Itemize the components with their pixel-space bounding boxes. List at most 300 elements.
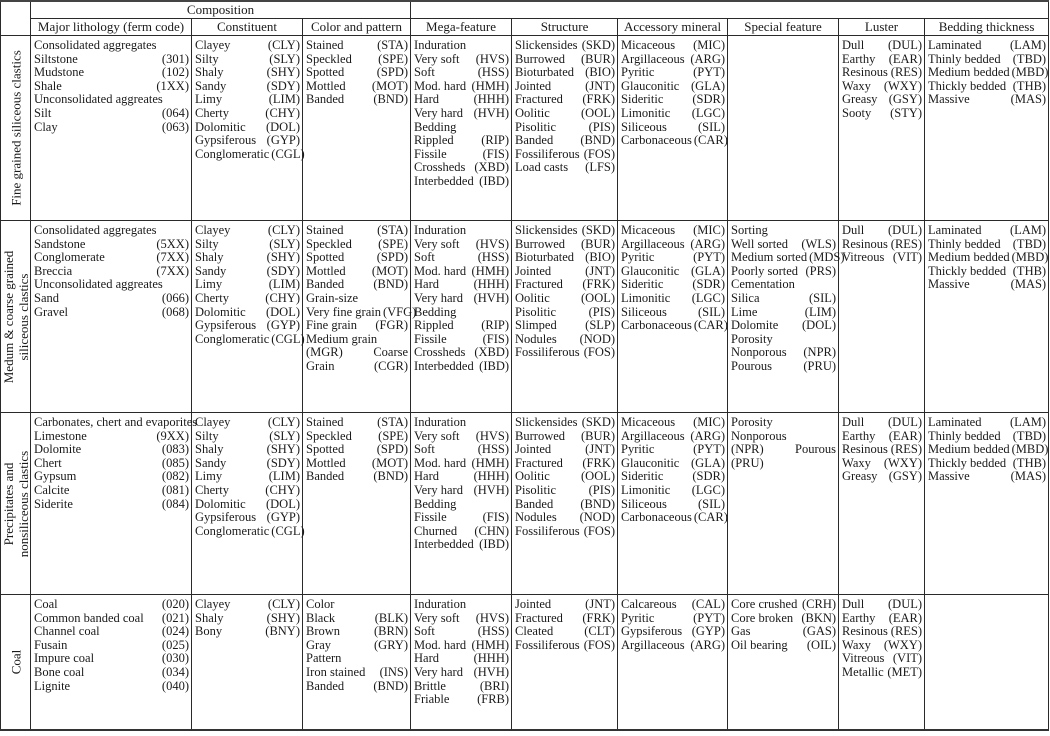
code-entry — [515, 484, 615, 498]
code-entry — [621, 457, 725, 471]
entry-name: Conglomeratic — [195, 331, 270, 346]
code-entry — [195, 523, 305, 539]
row-fine-grained — [1, 36, 1049, 221]
entry-name: Fractured — [515, 610, 563, 625]
code-entry — [195, 612, 300, 626]
code-entry — [515, 498, 615, 512]
entry-name: Sandy — [195, 263, 227, 278]
entry-code: (024) — [161, 624, 189, 639]
entry-code: (HHH) — [473, 469, 510, 484]
row-category-label: Fine grained siliceous clastics — [8, 50, 23, 206]
code-entry — [842, 66, 922, 80]
entry-code: (HVH) — [473, 664, 510, 679]
entry-name: Brown — [306, 624, 341, 639]
entry-code: (EAR) — [888, 428, 923, 443]
entry-code: (LIM) — [268, 469, 300, 484]
entry-name: Conglomeratic — [195, 146, 270, 161]
entry-code: (MOT) — [371, 455, 409, 470]
code-entry — [621, 598, 725, 612]
entry-code: (MOT) — [371, 78, 409, 93]
entry-code: (GYP) — [266, 133, 300, 148]
entry-name: Channel coal — [34, 624, 100, 639]
code-entry — [621, 278, 725, 292]
entry-code: (SLP) — [585, 318, 616, 333]
code-entry — [195, 598, 300, 612]
code-entry — [515, 278, 615, 292]
entry-name: Very hard — [414, 105, 463, 120]
entry-name: Mottled — [306, 455, 346, 470]
entry-code: (STA) — [377, 38, 409, 52]
entry-name: Mod. hard — [414, 263, 467, 278]
entry-name: Argillaceous — [621, 236, 685, 251]
entry-code: (RES) — [890, 442, 923, 457]
entry-code: (HSS) — [477, 250, 510, 265]
code-entry — [621, 224, 725, 238]
entry-name: Vitreous — [842, 651, 885, 666]
entry-code: (PYT) — [693, 610, 726, 625]
entry-name: Fissile — [414, 146, 447, 161]
entry-name: Gravel — [34, 304, 69, 319]
entry-code: (INS) — [379, 664, 409, 679]
row-category-label-cell — [1, 36, 31, 221]
entry-name: Waxy — [842, 455, 871, 470]
entry-name: Resinous — [842, 65, 888, 80]
entry-name: Shale — [34, 78, 62, 93]
cell-special — [728, 221, 845, 413]
cell-color — [303, 413, 411, 595]
code-entry — [515, 346, 615, 360]
code-entry — [515, 457, 615, 471]
entry-name: Mod. hard — [414, 637, 467, 652]
entry-code: (BND) — [373, 469, 409, 484]
code-entry — [842, 107, 922, 121]
entry-name: Load casts — [515, 160, 569, 175]
subheading: Bedding — [414, 496, 457, 511]
code-entry — [414, 265, 509, 279]
entry-name: Very soft — [414, 236, 460, 251]
code-entry — [34, 457, 189, 471]
entry-name: Mudstone — [34, 65, 84, 80]
code-entry — [515, 53, 615, 67]
entry-name: Spotted — [306, 442, 345, 457]
entry-code: (PIS) — [588, 482, 616, 497]
code-entry — [195, 498, 300, 512]
code-entry — [621, 470, 725, 484]
entry-code: (HMH) — [471, 455, 510, 470]
code-entry — [306, 360, 408, 374]
code-entry — [515, 470, 615, 484]
entry-name: Glauconitic — [621, 455, 680, 470]
entry-code: (GRY) — [374, 637, 409, 652]
cell-constituent — [192, 36, 303, 221]
cell-structure — [512, 36, 618, 221]
entry-code: (SDR) — [692, 469, 726, 484]
entry-code: (SPE) — [378, 51, 409, 66]
entry-code: Pourous — [795, 442, 837, 457]
code-entry — [731, 612, 836, 626]
entry-name: Shaly — [195, 250, 224, 265]
entry-code: (MIC) — [693, 415, 726, 429]
entry-name: Nodules — [515, 510, 557, 525]
entry-code: (BND) — [373, 277, 409, 292]
entry-name: Bone coal — [34, 664, 85, 679]
entry-name: Burrowed — [515, 51, 566, 66]
subheading: Porosity — [731, 331, 773, 346]
entry-code: (GLA) — [691, 455, 726, 470]
cell-constituent — [192, 413, 303, 595]
code-entry — [195, 238, 300, 252]
entry-code: (LGC) — [691, 105, 726, 120]
code-entry — [195, 306, 300, 320]
entry-code: (HHH) — [473, 92, 510, 107]
entry-name: Conglomeratic — [195, 523, 270, 538]
entry-code: (HVS) — [475, 236, 510, 251]
entry-code: (SDY) — [266, 455, 300, 470]
code-entry — [621, 265, 725, 279]
cell-lithology — [31, 595, 192, 731]
code-entry — [515, 306, 615, 320]
code-entry — [621, 80, 725, 94]
entry-name: Breccia — [34, 263, 73, 278]
entry-code: (JNT) — [585, 597, 616, 611]
entry-name: Very soft — [414, 610, 460, 625]
entry-name: Fissile — [414, 510, 447, 525]
code-entry — [621, 318, 728, 333]
entry-code: (020) — [161, 597, 189, 611]
cell-accessory — [618, 595, 728, 731]
entry-code: (LIM) — [268, 277, 300, 292]
entry-code: (SLY) — [269, 236, 300, 251]
code-entry — [414, 612, 509, 626]
entry-code: (HVS) — [475, 610, 510, 625]
code-entry — [414, 430, 509, 444]
code-entry — [621, 484, 725, 498]
code-entry — [306, 80, 408, 94]
entry-name: Fossiliferous — [515, 637, 580, 652]
code-entry — [928, 250, 1049, 265]
entry-code: (HVS) — [475, 51, 510, 66]
entry-code: (SPE) — [378, 236, 409, 251]
code-entry — [414, 484, 509, 498]
code-entry — [515, 238, 615, 252]
entry-name: Pourous — [731, 358, 773, 373]
entry-name: Pyritic — [621, 65, 655, 80]
code-entry — [515, 107, 615, 121]
code-entry — [414, 161, 509, 175]
entry-code: (030) — [161, 651, 189, 666]
entry-code: (CRH) — [802, 597, 837, 611]
code-entry — [414, 443, 509, 457]
entry-code: (MIC) — [693, 223, 726, 237]
entry-name: Sideritic — [621, 469, 664, 484]
code-entry — [621, 53, 725, 67]
entry-name: Laminated — [928, 223, 982, 237]
right-group-header — [411, 1, 1049, 19]
entry-name: Churned — [414, 523, 458, 538]
entry-code: (083) — [161, 442, 189, 457]
code-entry — [414, 666, 509, 680]
entry-code: (DUL) — [888, 223, 923, 237]
entry-code: (SKD) — [581, 415, 616, 429]
entry-code: (SPE) — [378, 428, 409, 443]
entry-code: (SHY) — [266, 65, 300, 80]
entry-name: Rippled — [414, 318, 454, 333]
entry-code: (CGR) — [374, 358, 409, 373]
code-entry — [306, 224, 408, 238]
code-entry — [34, 251, 189, 265]
entry-name: Thickly bedded — [928, 263, 1007, 278]
entry-name: Stained — [306, 223, 344, 237]
entry-name: Mottled — [306, 263, 346, 278]
entry-code: (BUR) — [581, 236, 616, 251]
code-entry — [621, 39, 725, 53]
entry-code: (THB) — [1012, 263, 1047, 278]
code-entry — [842, 238, 922, 252]
entry-code: (LAM) — [1009, 223, 1047, 237]
entry-name: Burrowed — [515, 428, 566, 443]
entry-name: Fossiliferous — [515, 345, 580, 360]
entry-code: (SPD) — [376, 65, 409, 80]
entry-code: (SIL) — [697, 119, 726, 134]
entry-name: Banded — [306, 678, 345, 693]
entry-name: Glauconitic — [621, 263, 680, 278]
entry-name: Resinous — [842, 624, 888, 639]
code-entry — [515, 319, 615, 333]
cell-accessory — [618, 36, 728, 221]
entry-name: Spotted — [306, 250, 345, 265]
entry-name: Stained — [306, 415, 344, 429]
entry-code: (IBD) — [479, 173, 510, 188]
cell-accessory — [618, 221, 728, 413]
entry-code: (CLY) — [267, 597, 300, 611]
entry-name: Shaly — [195, 442, 224, 457]
entry-code: (PIS) — [588, 119, 616, 134]
code-entry — [306, 265, 408, 279]
entry-name: Medium bedded — [928, 442, 1010, 457]
code-entry — [414, 470, 509, 484]
entry-name: Medium sorted — [731, 250, 808, 265]
entry-name: Clayey — [195, 38, 231, 52]
cell-structure — [512, 221, 618, 413]
entry-code: (085) — [161, 455, 189, 470]
entry-code: (CLY) — [267, 415, 300, 429]
entry-name: Fractured — [515, 92, 563, 107]
cell-luster — [839, 595, 925, 731]
entry-code: (OIL) — [806, 637, 837, 652]
code-entry — [928, 430, 1046, 444]
entry-code: (FIS) — [482, 146, 510, 161]
entry-name: Banded — [515, 133, 554, 148]
entry-code: (SLY) — [269, 428, 300, 443]
entry-name: Clay — [34, 119, 58, 134]
entry-name: Well sorted — [731, 236, 788, 251]
entry-name: Cherty — [195, 290, 230, 305]
subheading: Induration — [414, 223, 467, 237]
cell-mega — [411, 595, 512, 731]
entry-name: Burrowed — [515, 236, 566, 251]
entry-name: Limonitic — [621, 482, 671, 497]
code-entry — [195, 134, 300, 148]
code-entry — [928, 39, 1046, 53]
entry-name: Shaly — [195, 65, 224, 80]
entry-name: Very soft — [414, 428, 460, 443]
entry-code: (RES) — [890, 65, 923, 80]
entry-name: Poorly sorted — [731, 263, 799, 278]
entry-code: (SHY) — [266, 610, 300, 625]
entry-code: (5XX) — [156, 236, 189, 251]
entry-name: Limonitic — [621, 290, 671, 305]
entry-name: Clayey — [195, 597, 231, 611]
entry-name: Siderite — [34, 496, 73, 511]
entry-code: (034) — [161, 664, 189, 679]
code-entry — [731, 360, 836, 374]
entry-name: Massive — [928, 92, 970, 107]
entry-code: (FGR) — [375, 318, 409, 333]
entry-name: Thickly bedded — [928, 455, 1007, 470]
entry-name: Fractured — [515, 455, 563, 470]
entry-name: Sandy — [195, 78, 227, 93]
code-entry — [195, 39, 300, 53]
code-entry — [195, 146, 305, 162]
entry-name: Micaceous — [621, 415, 676, 429]
entry-code: (LAM) — [1009, 415, 1047, 429]
entry-name: Cleated — [515, 624, 554, 639]
entry-name: Silica — [731, 290, 760, 305]
entry-code: (NOD) — [579, 331, 616, 346]
entry-name: Impure coal — [34, 651, 95, 666]
entry-code: (SPD) — [376, 442, 409, 457]
code-entry — [928, 93, 1046, 107]
entry-name: Shaly — [195, 610, 224, 625]
entry-name: Hard — [414, 651, 440, 666]
entry-name: Pyritic — [621, 250, 655, 265]
subheading: (PRU) — [731, 455, 764, 470]
code-entry — [515, 333, 615, 347]
entry-code: (MAS) — [1010, 277, 1047, 292]
entry-name: Gypsiferous — [195, 510, 257, 525]
code-entry — [621, 292, 725, 306]
entry-code: (BND) — [373, 92, 409, 107]
entry-code: (SKD) — [581, 38, 616, 52]
code-entry — [195, 625, 300, 639]
cell-bedding — [925, 36, 1049, 221]
entry-name: Interbedded — [414, 173, 474, 188]
entry-name: Nodules — [515, 331, 557, 346]
entry-code: (FRK) — [582, 277, 616, 292]
entry-code: (GYP) — [266, 318, 300, 333]
col-header-special: Special feature — [728, 19, 839, 36]
code-entry — [34, 238, 189, 252]
entry-code: (WXY) — [883, 637, 923, 652]
entry-name: Argillaceous — [621, 51, 685, 66]
entry-code: (DUL) — [888, 415, 923, 429]
col-header-constituent: Constituent — [192, 19, 303, 36]
cell-special — [728, 413, 839, 595]
code-entry — [621, 133, 728, 148]
entry-code: (FRK) — [582, 455, 616, 470]
entry-name: (MGR) — [306, 345, 343, 360]
entry-code: (XBD) — [474, 160, 510, 175]
entry-code: (TBD) — [1012, 428, 1047, 443]
entry-name: Oolitic — [515, 105, 550, 120]
code-entry — [34, 612, 189, 626]
entry-name: Sandstone — [34, 236, 86, 251]
code-entry — [928, 470, 1046, 484]
entry-code: (SIL) — [697, 496, 726, 511]
cell-accessory — [618, 413, 728, 595]
entry-name: Jointed — [515, 442, 552, 457]
cell-luster — [839, 36, 925, 221]
entry-name: Argillaceous — [621, 637, 685, 652]
code-entry — [195, 416, 300, 430]
entry-code: (IBD) — [479, 358, 510, 373]
row-category-label: Precipitates and nonsiliceous clastics — [0, 450, 31, 557]
entry-name: Thinly bedded — [928, 236, 1001, 251]
entry-name: Spotted — [306, 65, 345, 80]
entry-code: (HSS) — [477, 624, 510, 639]
entry-code: (1XX) — [156, 78, 189, 93]
entry-code: (HVH) — [473, 105, 510, 120]
cell-bedding — [925, 595, 1049, 731]
entry-name: Gypsiferous — [621, 624, 683, 639]
code-entry — [34, 639, 189, 653]
entry-code: (DOL) — [802, 318, 837, 333]
row-precipitates — [1, 413, 1049, 595]
cell-mega — [411, 36, 512, 221]
entry-code: (ARG) — [690, 51, 726, 66]
code-entry — [842, 598, 922, 612]
code-entry — [34, 53, 189, 67]
entry-name: Micaceous — [621, 38, 676, 52]
entry-name: Silty — [195, 51, 219, 66]
entry-name: Jointed — [515, 263, 552, 278]
cell-color — [303, 595, 411, 731]
code-entry — [842, 39, 922, 53]
code-entry — [515, 148, 615, 162]
entry-name: Dolomite — [731, 318, 779, 333]
code-entry — [306, 430, 408, 444]
entry-code: (RES) — [890, 236, 923, 251]
entry-name: Carbonaceous — [621, 318, 692, 333]
code-entry — [34, 666, 189, 680]
entry-code: (CGL) — [271, 146, 305, 161]
entry-code: (HHH) — [473, 651, 510, 666]
entry-name: Soft — [414, 442, 435, 457]
entry-code: (BIO) — [585, 65, 616, 80]
entry-code: (WXY) — [883, 455, 923, 470]
code-entry — [731, 250, 845, 265]
entry-name: Clayey — [195, 415, 231, 429]
entry-name: Crossheds — [414, 345, 466, 360]
entry-name: Fractured — [515, 277, 563, 292]
entry-name: Massive — [928, 277, 970, 292]
entry-name: Dull — [842, 597, 865, 611]
entry-code: (BND) — [373, 678, 409, 693]
entry-code: (HMH) — [471, 637, 510, 652]
code-entry — [621, 639, 725, 653]
entry-name: Carbonaceous — [621, 133, 692, 148]
entry-code: (DOL) — [265, 304, 300, 319]
entry-name: Very soft — [414, 51, 460, 66]
code-entry — [928, 457, 1046, 471]
entry-name: Fossiliferous — [515, 523, 580, 538]
col-header-lithology: Major lithology (ferm code) — [31, 19, 192, 36]
entry-code: (OOL) — [581, 469, 616, 484]
row-category-label-cell — [1, 221, 31, 413]
entry-name: Dolomitic — [195, 304, 246, 319]
entry-name: Banded — [306, 469, 345, 484]
entry-name: Bioturbated — [515, 65, 575, 80]
